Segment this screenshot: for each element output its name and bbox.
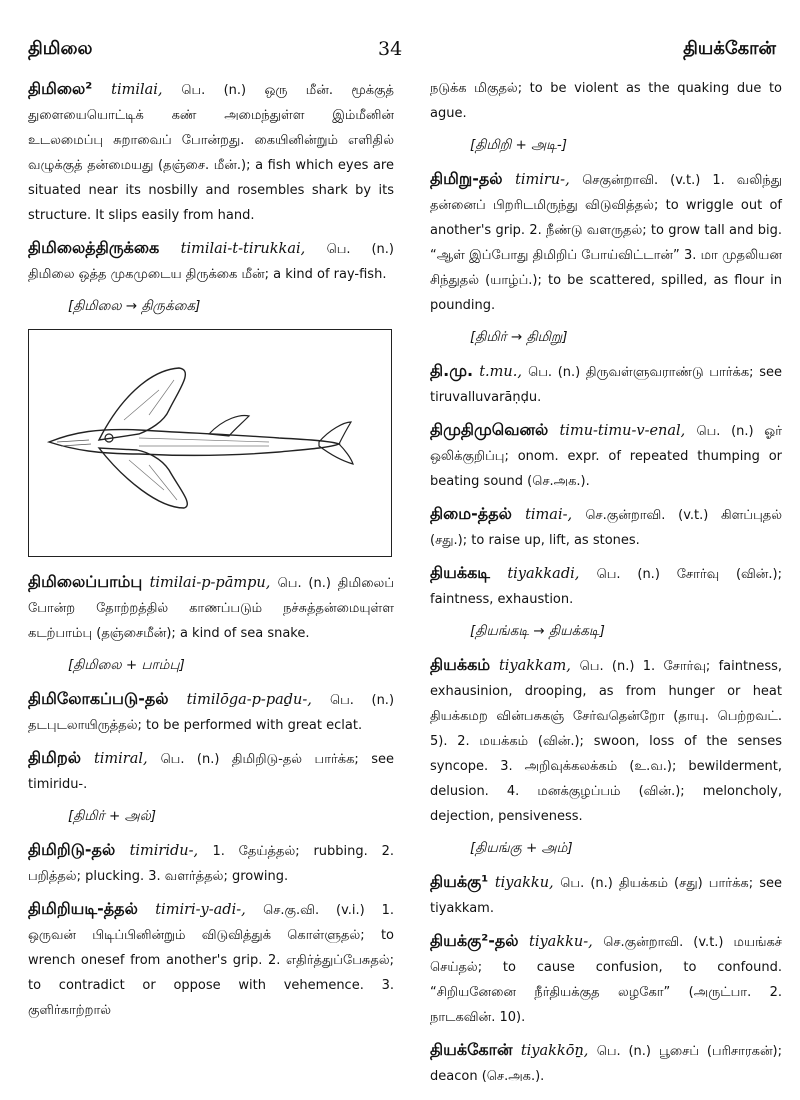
transliteration: tiyakkadi, (507, 566, 580, 582)
transliteration: t.mu., (479, 364, 522, 380)
etymology: [திமிர் + அல்] (68, 808, 157, 824)
headword: திமிறல் (28, 748, 82, 767)
dictionary-entry (430, 1037, 782, 1089)
headword: திமிலை² (28, 79, 93, 98)
transliteration: tiyakkōṉ, (520, 1043, 589, 1059)
definition: பெ. (n.) திமிறிடு-தல் பார்க்க; see timiridu-. (28, 752, 394, 792)
definition: பெ. (n.) தடபுடலாயிருத்தல்; to be performed with great eclat. (28, 693, 395, 733)
headword: தியக்கோன் (430, 1040, 513, 1059)
transliteration: tiyakku, (494, 875, 554, 891)
headword: தியக்கடி (430, 563, 491, 582)
headword: தியக்கு¹ (430, 872, 489, 891)
definition: பெ. (n.) சோர்வு (வின்.); faintness, exhaustion. (430, 567, 782, 607)
transliteration: timiri-y-adi-, (155, 902, 246, 918)
definition: நடுக்க மிகுதல்; to be violent as the quaking due to ague. (430, 81, 782, 121)
dictionary-entry (28, 569, 394, 646)
dictionary-entry (28, 745, 394, 797)
headword: திமிறியடி-த்தல் (28, 899, 138, 918)
dictionary-entry (28, 686, 394, 738)
dictionary-entry (28, 235, 394, 287)
headword: தி.மு. (430, 361, 474, 380)
definition: பெ. (n.) பூசைப் (பரிசாரகன்); deacon (செ.அக.). (430, 1044, 783, 1084)
fish-shading (124, 380, 269, 500)
headword: தியக்கு²-தல் (430, 931, 519, 950)
definition: செ.குன்றாவி. (v.t.) மயங்கச் செய்தல்; to cause confusion, to confound. “சிறியனேனை நீர்தியக்குத லழகோ” (அருட்பா. 2. நாடகவின். 10). (430, 935, 782, 1025)
running-header-left: திமிலை (28, 38, 93, 59)
definition: பெ. (n.) திமிலைப் போன்ற தோற்றத்தில் காணப்படும் நச்சுத்தன்மையுள்ள கடற்பாம்பு (தஞ்சைமீன்); a kind of sea snake. (28, 576, 395, 641)
etymology: [தியங்கு + அம்] (470, 840, 573, 856)
headword: திமிறிடு-தல் (28, 840, 116, 859)
definition: செ.கு.வி. (v.i.) 1. ஒருவன் பிடிப்பினின்றும் விடுவித்துக் கொள்ளுதல்; to wrench onesef from another's grip. 2. எதிர்த்துப்பேசுதல்; to contradict or oppose with vehemence. 3. குளிர்காற்றால் (28, 903, 395, 1018)
definition: பெ. (n.) திருவள்ளுவராண்டு பார்க்க; see tiruvalluvarāṇḍu. (430, 365, 783, 405)
fish-dorsal-fin (209, 416, 249, 436)
definition: பெ. (n.) தியக்கம் (சது) பார்க்க; see tiyakkam. (430, 876, 782, 916)
transliteration: tiyakku-, (529, 934, 593, 950)
dictionary-entry (28, 76, 394, 228)
dictionary-entry (430, 417, 782, 494)
transliteration: timilai-t-tirukkai, (180, 241, 306, 257)
dictionary-entry (430, 358, 782, 410)
etymology: [திமிலை + பாம்பு] (68, 657, 185, 673)
dictionary-entry (430, 869, 782, 921)
dictionary-entry (430, 501, 782, 553)
headword: திமை-த்தல் (430, 504, 512, 523)
transliteration: timai-, (525, 507, 573, 523)
transliteration: timu-timu-v-enal, (559, 423, 686, 439)
definition: 1. தேய்த்தல்; rubbing. 2. பறித்தல்; plucking. 3. வளர்த்தல்; growing. (28, 844, 395, 884)
fish-drawing (29, 330, 391, 556)
definition: செ.குன்றாவி. (v.t.) கிளப்புதல் (சது.); to raise up, lift, as stones. (430, 508, 783, 548)
dictionary-entry (28, 837, 394, 889)
transliteration: timilai, (111, 82, 163, 98)
dictionary-entry (430, 928, 782, 1030)
transliteration: timiru-, (515, 172, 570, 188)
headword: தியக்கம் (430, 655, 491, 674)
running-header-right: தியக்கோன் (683, 38, 776, 59)
right-column (430, 76, 782, 1096)
headword: திமிலைத்திருக்கை (28, 238, 160, 257)
headword: திமுதிமுவெனல் (430, 420, 549, 439)
fish-pectoral-fin-lower (99, 448, 187, 508)
definition: பெ. (n.) 1. சோர்வு; faintness, exhausinion, drooping, as from hunger or heat தியக்கமற வின்பசுகஞ் சேர்வதென்றோ (தாயு. பெற்றவட். 5). 2. மயக்கம் (வின்.); swoon, loss of the senses syncope. 3. அறிவுக்கலக்கம் (உ.வ.); bewilderment, delusion. 4. மனக்குழப்பம் (வின்.); meloncholy, dejection, pensiveness. (430, 659, 782, 824)
etymology: [தியங்கடி → தியக்கடி] (470, 623, 605, 639)
ray-fish-illustration (28, 329, 392, 557)
etymology: [திமிர் → திமிறு] (470, 329, 568, 345)
etymology: [திமிறி + அடி-] (470, 137, 568, 153)
entry-continuation (430, 76, 782, 126)
page-number: 34 (378, 38, 403, 60)
transliteration: tiyakkam, (498, 658, 571, 674)
definition: பெ. (n.) ஓர் ஒலிக்குறிப்பு; onom. expr. of repeated thumping or beating sound (செ.அக.). (430, 424, 782, 489)
left-column (28, 76, 394, 1030)
fish-body (49, 430, 339, 456)
transliteration: timilai-p-pāmpu, (149, 575, 271, 591)
headword: திமிலோகப்படு-தல் (28, 689, 169, 708)
dictionary-entry (430, 560, 782, 612)
headword: திமிறு-தல் (430, 169, 503, 188)
dictionary-entry (430, 166, 782, 318)
definition: பெ. (n.) ஒரு மீன். மூக்குத் துளையையொட்டிக் கண் அமைந்துள்ள இம்மீனின் உடலமைப்பு சுறாவைப் போன்றது. கையினின்றும் எளிதில் வழுக்குத் தன்மையது (தஞ்சை. மீன்.); a fish which eyes are situated near its nosbilly and rosembles shark by its structure. It slips easily from hand. (28, 83, 395, 223)
definition: செகுன்றாவி. (v.t.) 1. வலிந்து தன்னைப் பிறரிடமிருந்து விடுவித்தல்; to wriggle out of another's grip. 2. நீண்டு வளருதல்; to grow tall and big. “ஆள் இப்போது திமிறிப் போய்விட்டான்” 3. மா முதலியன சிந்துதல் (யாழ்ப்.); to be scattered, spilled, as flour in pounding. (430, 173, 783, 313)
etymology: [திமிலை → திருக்கை] (68, 298, 201, 314)
transliteration: timiral, (93, 751, 148, 767)
transliteration: timiridu-, (129, 843, 199, 859)
transliteration: timilōga-p-paḏu-, (186, 692, 312, 708)
dictionary-entry (430, 652, 782, 829)
definition: பெ. (n.) திமிலை ஒத்த முகமுடைய திருக்கை மீன்; a kind of ray-fish. (28, 242, 394, 282)
headword: திமிலைப்பாம்பு (28, 572, 143, 591)
dictionary-entry (28, 896, 394, 1023)
